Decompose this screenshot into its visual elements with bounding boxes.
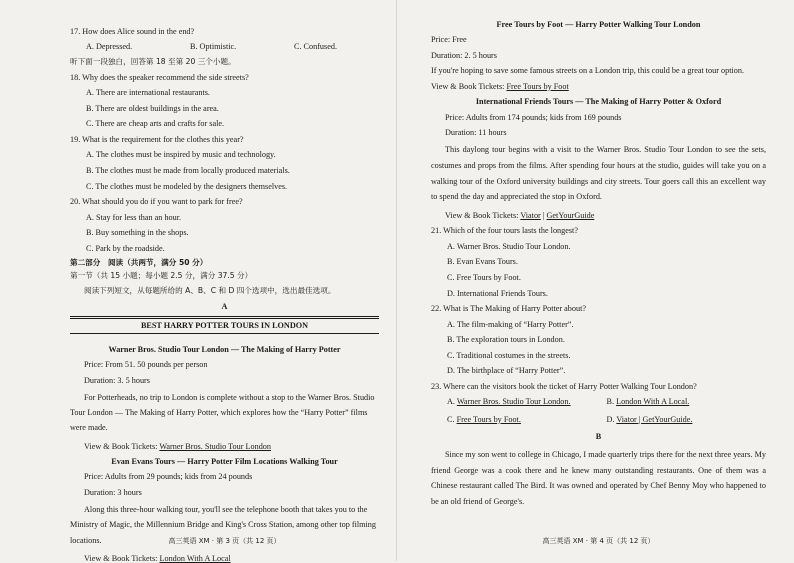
q18-question: 18. Why does the speaker recommend the side streets? [70,72,249,82]
q22-option-a: A. The film-making of “Harry Potter”. [447,319,574,329]
passage-title-rule-bottom [70,333,379,334]
part2-title: 第二部分 阅读（共两节，满分 50 分） [70,258,208,268]
q23-option-b-prefix: B. [606,397,617,407]
passage-title-rule-top [70,316,379,317]
tour2-tickets [70,554,379,563]
left-page-footer: 高三英语 XM · 第 3 页（共 12 页） [168,536,281,545]
right-page [397,0,794,561]
q23-option-d-text: Viator | GetYourGuide. [616,414,693,424]
tour3-description: If you're hoping to save some famous streets on a London trip, this could be a great tour option. [431,66,744,76]
tour4-price: Price: Adults from 174 pounds; kids from 169 pounds [445,112,622,122]
q22-option-c: C. Traditional costumes in the streets. [447,350,571,360]
q17-options [70,42,379,51]
tour2-tickets-link[interactable]: London With A Local [159,553,231,563]
tour2-price: Price: Adults from 29 pounds; kids from 24 pounds [84,472,253,482]
q23-option-a-text: Warner Bros. Studio Tour London. [456,397,571,407]
q19-option-b: B. The clothes must be made from locally produced materials. [86,166,290,176]
instruction-18-20: 听下面一段独白，回答第 18 至第 20 三个小题。 [70,56,236,66]
q18-option-c: C. There are cheap arts and crafts for sale. [86,119,225,129]
q21-option-c: C. Free Tours by Foot. [447,272,521,282]
tour1-description: For Potterheads, no trip to London is complete without a stop to the Warner Bros. Studio Tour London — The Making of Harry Potter, which explores how the “Harry Potter” films were made. [70,393,375,433]
tour1-tickets-link[interactable]: Warner Bros. Studio Tour London [159,441,271,451]
tour1-name: Warner Bros. Studio Tour London — The Making of Harry Potter [108,344,341,354]
tour1-duration: Duration: 3. 5 hours [84,375,150,385]
passage-b-text: Since my son went to college in Chicago, I made quarterly trips there for the next three years. My friend George was a cook there and he knew many outstanding restaurants. One of them was a Chinese restaurant called The Bird. It was owned and operated by Chef Benny Moy who happened to be an old friend of George's. [431,449,766,507]
tour3-price: Price: Free [431,35,467,45]
q23-option-b-text: London With A Local. [616,397,690,407]
passage-a-letter: A [221,302,228,312]
q23-option-c-prefix: C. [447,414,457,424]
q20-option-c: C. Park by the roadside. [86,243,165,253]
q23-option-c [447,415,607,424]
tour3-tickets-link[interactable]: Free Tours by Foot [506,81,569,91]
q20-option-b: B. Buy something in the shops. [86,228,189,238]
tour1-tickets [70,442,379,451]
passage-b-letter: B [595,432,602,442]
tour4-tickets-link-viator[interactable]: Viator [520,210,541,220]
q22-question: 22. What is The Making of Harry Potter about? [431,303,586,313]
q17-option-c: C. Confused. [294,42,337,52]
passage-a-title: BEST HARRY POTTER TOURS IN LONDON [140,321,309,331]
tour4-tickets-separator: | [540,210,547,220]
q21-option-b: B. Evan Evans Tours. [447,257,518,267]
q20-option-a: A. Stay for less than an hour. [86,212,182,222]
q21-option-a: A. Warner Bros. Studio Tour London. [447,241,571,251]
q18-option-b: B. There are oldest buildings in the area. [86,103,219,113]
tour2-duration: Duration: 3 hours [84,487,142,497]
q23-option-c-text: Free Tours by Foot. [456,414,521,424]
q19-option-a: A. The clothes must be inspired by music and technology. [86,150,276,160]
q23-options [431,397,766,424]
reading-instruction: 阅读下列短文，从每题所给的 A、B、C 和 D 四个选项中，选出最佳选项。 [84,285,336,295]
q23-question: 23. Where can the visitors book the ticket of Harry Potter Walking Tour London? [431,381,697,391]
tour3-duration: Duration: 2. 5 hours [431,50,497,60]
tour4-tickets [431,211,766,220]
q21-question: 21. Which of the four tours lasts the longest? [431,226,578,236]
q17-option-b: B. Optimistic. [190,42,237,52]
q22-option-d: D. The birthplace of “Harry Potter”. [447,366,566,376]
q19-question: 19. What is the requirement for the clothes this year? [70,134,244,144]
q21-option-d: D. International Friends Tours. [447,288,548,298]
tour3-tickets [431,82,766,91]
tour3-name: Free Tours by Foot — Harry Potter Walking Tour London [496,20,701,29]
tour4-duration: Duration: 11 hours [445,127,507,137]
q20-question: 20. What should you do if you want to park for free? [70,197,243,207]
tour4-tickets-link-getyourguide[interactable]: GetYourGuide [546,210,595,220]
q23-option-d [607,415,767,424]
tour3-tickets-label: View & Book Tickets: [431,81,507,91]
tour2-description: Along this three-hour walking tour, you'll see the telephone booth that takes you to the Ministry of Magic, the Millennium Bridge and King's Cross Station, among other top filming locations. [70,505,376,545]
tour1-price: Price: From 51. 50 pounds per person [84,360,208,370]
tour1-tickets-label: View & Book Tickets: [84,441,160,451]
q23-option-a [447,397,607,406]
tour2-name: Evan Evans Tours — Harry Potter Film Locations Walking Tour [111,457,338,467]
q22-option-b: B. The exploration tours in London. [447,335,565,345]
q23-option-b [607,397,767,406]
q19-option-c: C. The clothes must be modeled by the designers themselves. [86,181,288,191]
left-page [0,0,397,561]
passage-title-rule-top-2 [70,318,379,319]
q23-option-d-prefix: D. [606,414,617,424]
tour2-tickets-label: View & Book Tickets: [84,553,160,563]
q18-option-a: A. There are international restaurants. [86,88,210,98]
tour4-description: This daylong tour begins with a visit to the Warner Bros. Studio Tour London to see the sets, costumes and props from the films. After spending four hours at the studio, guides will take you on a walking tour of the Oxford university buildings and city streets. Tour goers call this an excellent way to spend the day and appreciated the stop in Oxford. [431,145,766,202]
tour4-tickets-label: View & Book Tickets: [445,210,521,220]
tour4-name: International Friends Tours — The Making of Harry Potter & Oxford [475,97,722,107]
q23-option-a-prefix: A. [447,397,457,407]
q17-option-a: A. Depressed. [86,42,133,52]
section1-title: 第一节（共 15 小题；每小题 2.5 分，满分 37.5 分） [70,271,253,281]
right-page-footer: 高三英语 XM · 第 4 页（共 12 页） [542,536,655,545]
q17-question: 17. How does Alice sound in the end? [70,27,195,36]
